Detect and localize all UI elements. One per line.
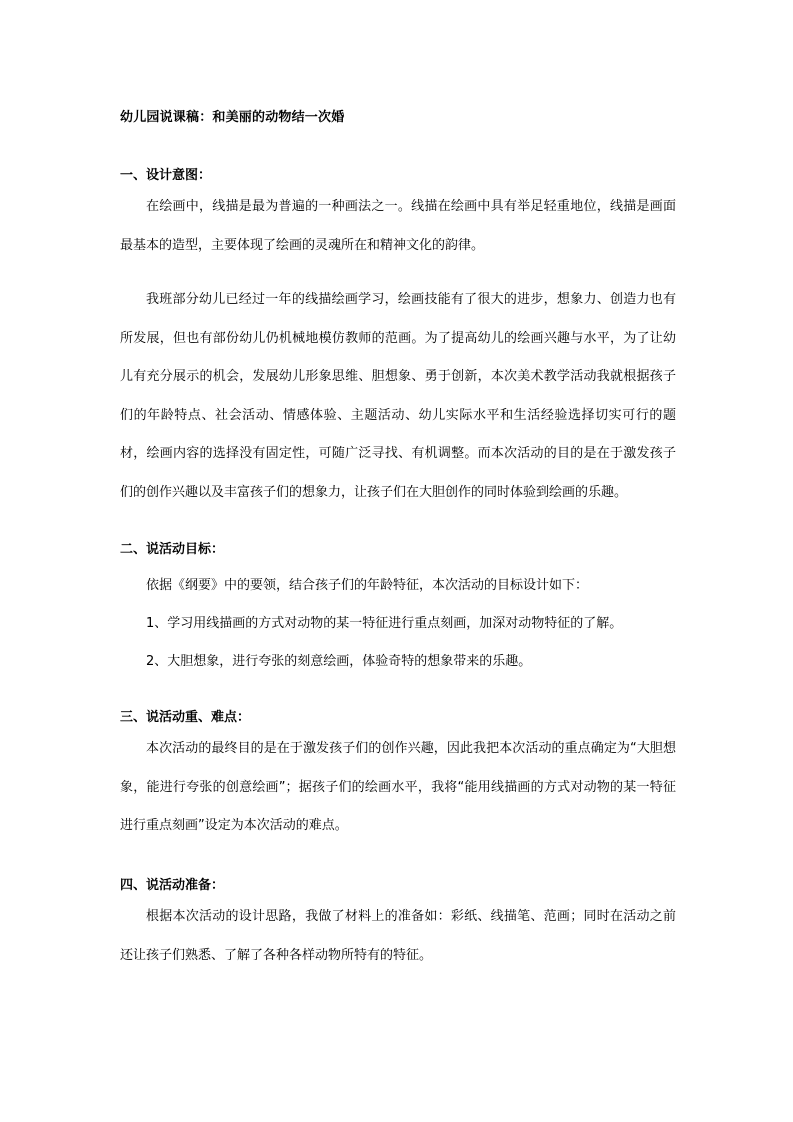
section-design-intent-paragraph-1 [120,188,676,265]
objective-item-2: 2、大胆想象，进行夸张的刻意绘画，体验奇特的想象带来的乐趣。 [146,654,532,669]
paragraph: 在绘画中，线描是最为普遍的一种画法之一。线描在绘画中具有举足轻重地位，线描是画面最基本的造型，主要体现了绘画的灵魂所在和精神文化的韵律。 [120,199,676,253]
section-heading-key-points: 三、说活动重、难点： [120,710,251,725]
document-title: 幼儿园说课稿：和美丽的动物结一次婚 [120,110,345,125]
objective-item-1: 1、学习用线描画的方式对动物的某一特征进行重点刻画，加深对动物特征的了解。 [146,616,623,631]
objectives-intro: 依据《纲要》中的要领，结合孩子们的年龄特征，本次活动的目标设计如下： [146,578,589,593]
paragraph: 我班部分幼儿已经过一年的线描绘画学习，绘画技能有了很大的进步，想象力、创造力也有所发展，但也有部份幼儿仍机械地模仿教师的范画。为了提高幼儿的绘画兴趣与水平，为了让幼儿有充分展示的机会，发展幼儿形象思维、胆想象、勇于创新，本次美术教学活动我就根据孩子们的年龄特点、社会活动、情感体验、主题活动、幼儿实际水平和生活经验选择切实可行的题材，绘画内容的选择没有固定性，可随广泛寻找、有机调整。而本次活动的目的是在于激发孩子们的创作兴趣以及丰富孩子们的想象力，让孩子们在大胆创作的同时体验到绘画的乐趣。 [120,292,676,500]
paragraph: 根据本次活动的设计思路，我做了材料上的准备如：彩纸、线描笔、范画；同时在活动之前还让孩子们熟悉、了解了各种各样动物所特有的特征。 [120,909,676,963]
section-heading-preparation: 四、说活动准备： [120,878,225,893]
section-design-intent-paragraph-2 [120,281,676,512]
section-heading-design-intent: 一、设计意图： [120,168,212,183]
section-key-points-paragraph [120,730,676,846]
section-heading-objectives: 二、说活动目标： [120,542,225,557]
section-preparation-paragraph [120,898,676,975]
paragraph: 本次活动的最终目的是在于激发孩子们的创作兴趣，因此我把本次活动的重点确定为“大胆想象，能进行夸张的创意绘画”；据孩子们的绘画水平，我将“能用线描画的方式对动物的某一特征进行重点刻画”设定为本次活动的难点。 [120,741,676,833]
